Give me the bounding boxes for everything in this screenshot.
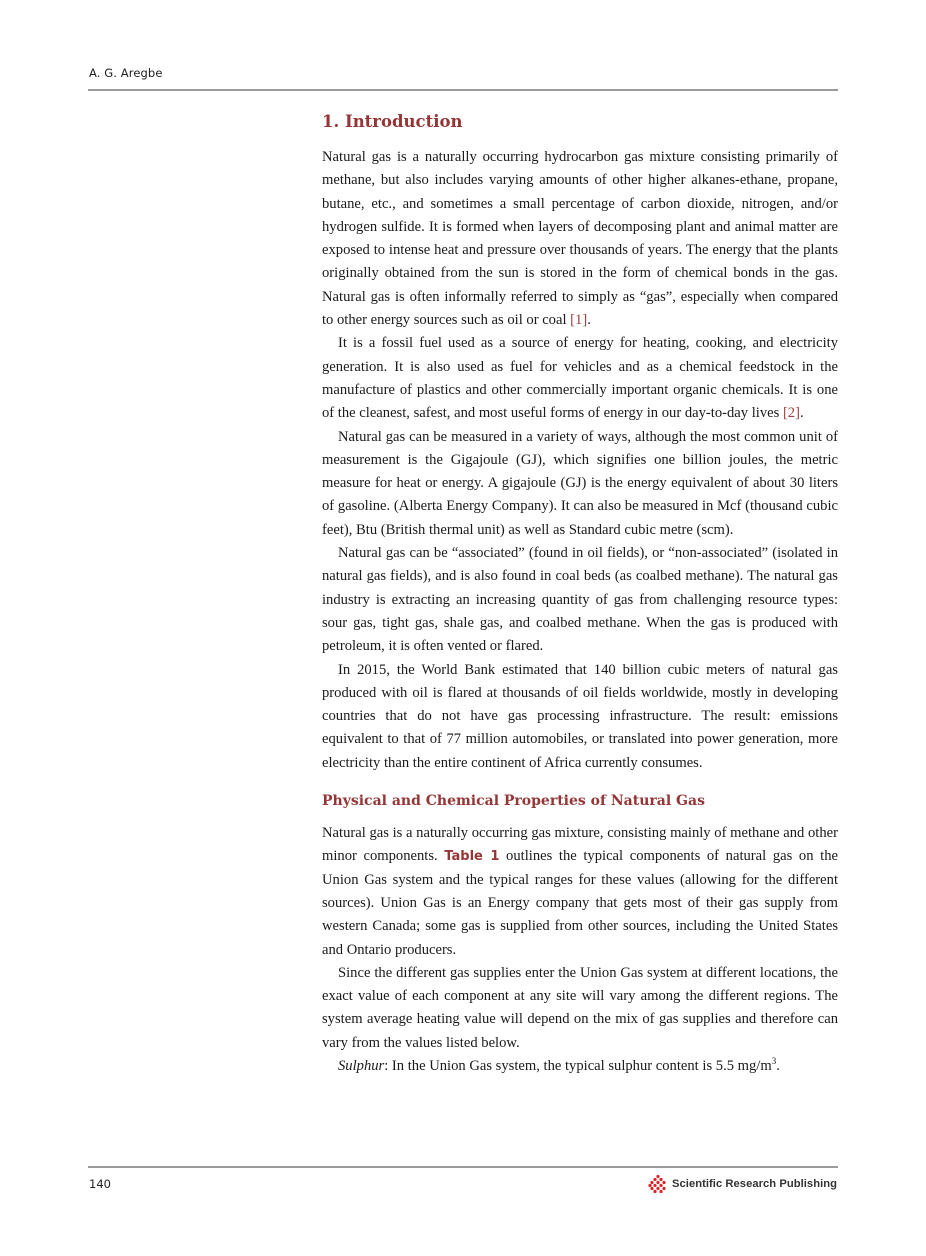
- scirp-diamond-logo-icon: [648, 1174, 668, 1194]
- paragraph-8-tail: .: [776, 1057, 780, 1074]
- sulphur-label: Sulphur: [338, 1057, 385, 1074]
- paragraph-3: Natural gas can be measured in a variety of ways, although the most common unit of measurement is the Gigajoule (GJ), which signifies one billion joules, the metric measure for heat or energy. A gigajoule (GJ) is the energy equivalent of about 30 liters of gasoline. (Alberta Energy Company). It can also be measured in Mcf (thousand cubic feet), Btu (British thermal unit) as well as Standard cubic metre (scm).: [322, 428, 838, 538]
- paragraph-2: [322, 332, 838, 425]
- paragraph-6-after: outlines the typical components of natural gas on the Union Gas system and the typical ranges for these values (allowing for the different sources). Union Gas is an Energy company that gets most of their gas supply from western Canada; some gas is supplied from other sources, including the United States and Ontario producers.: [322, 848, 838, 958]
- paragraph-4: Natural gas can be “associated” (found in oil fields), or “non-associated” (isolated in natural gas fields), and is also found in coal beds (as coalbed methane). The natural gas industry is extracting an increasing quantity of gas from challenging resource types: sour gas, tight gas, shale gas, and coalbed methane. When the gas is produced with petroleum, it is often vented or flared.: [322, 545, 838, 655]
- paragraph-7: Since the different gas supplies enter the Union Gas system at different locations, the exact value of each component at any site will vary among the different regions. The system average heating value will depend on the mix of gas supplies and therefore can vary from the values listed below.: [322, 964, 838, 1051]
- subsection-title-properties: Physical and Chemical Properties of Natural Gas: [322, 793, 705, 810]
- citation-link-1[interactable]: [1]: [570, 312, 588, 329]
- publisher-brand: [648, 1174, 837, 1194]
- paragraph-8-text: : In the Union Gas system, the typical sulphur content is 5.5 mg/m: [384, 1057, 772, 1074]
- paragraph-2-text: It is a fossil fuel used as a source of energy for heating, cooking, and electricity generation. It is also used as fuel for vehicles and as a chemical feedstock in the manufacture of plastics and other commercially important organic chemicals. It is one of the cleanest, safest, and most useful forms of energy in our day-to-day lives: [322, 335, 838, 422]
- paragraph-1: [322, 146, 838, 332]
- running-head-author: A. G. Aregbe: [89, 66, 163, 80]
- article-body: [322, 110, 838, 1078]
- paragraph-2-tail: .: [799, 405, 804, 422]
- paragraph-8: [322, 1055, 838, 1078]
- superscript-3: 3: [771, 1056, 777, 1067]
- page-number: 140: [89, 1177, 111, 1191]
- section-title-introduction: 1. Introduction: [322, 112, 463, 131]
- header-rule: [88, 89, 838, 91]
- citation-link-2[interactable]: [2]: [782, 405, 800, 422]
- paragraph-1-tail: .: [587, 312, 591, 329]
- footer-rule: [88, 1166, 838, 1168]
- paragraph-6-before: Natural gas is a naturally occurring gas mixture, consisting mainly of methane and other minor components.: [322, 825, 838, 865]
- paragraph-1-text: Natural gas is a naturally occurring hydrocarbon gas mixture consisting primarily of methane, but also includes varying amounts of other higher alkanes-ethane, propane, butane, etc., and sometimes a small percentage of carbon dioxide, nitrogen, and/or hydrogen sulfide. It is formed when layers of decomposing plant and animal matter are exposed to intense heat and pressure over thousands of years. The energy that the plants originally obtained from the sun is stored in the form of chemical bonds in the gas. Natural gas is often informally referred to simply as “gas”, especially when compared to other energy sources such as oil or coal: [322, 149, 838, 329]
- table-1-link[interactable]: Table 1: [444, 849, 500, 865]
- paragraph-5: In 2015, the World Bank estimated that 140 billion cubic meters of natural gas produced with oil is flared at thousands of oil fields worldwide, mostly in developing countries that do not have gas processing infrastructure. The result: emissions equivalent to that of 77 million automobiles, or translated into power generation, more electricity than the entire continent of Africa currently consumes.: [322, 661, 838, 771]
- paragraph-6: [322, 822, 838, 962]
- publisher-name: Scientific Research Publishing: [672, 1178, 838, 1190]
